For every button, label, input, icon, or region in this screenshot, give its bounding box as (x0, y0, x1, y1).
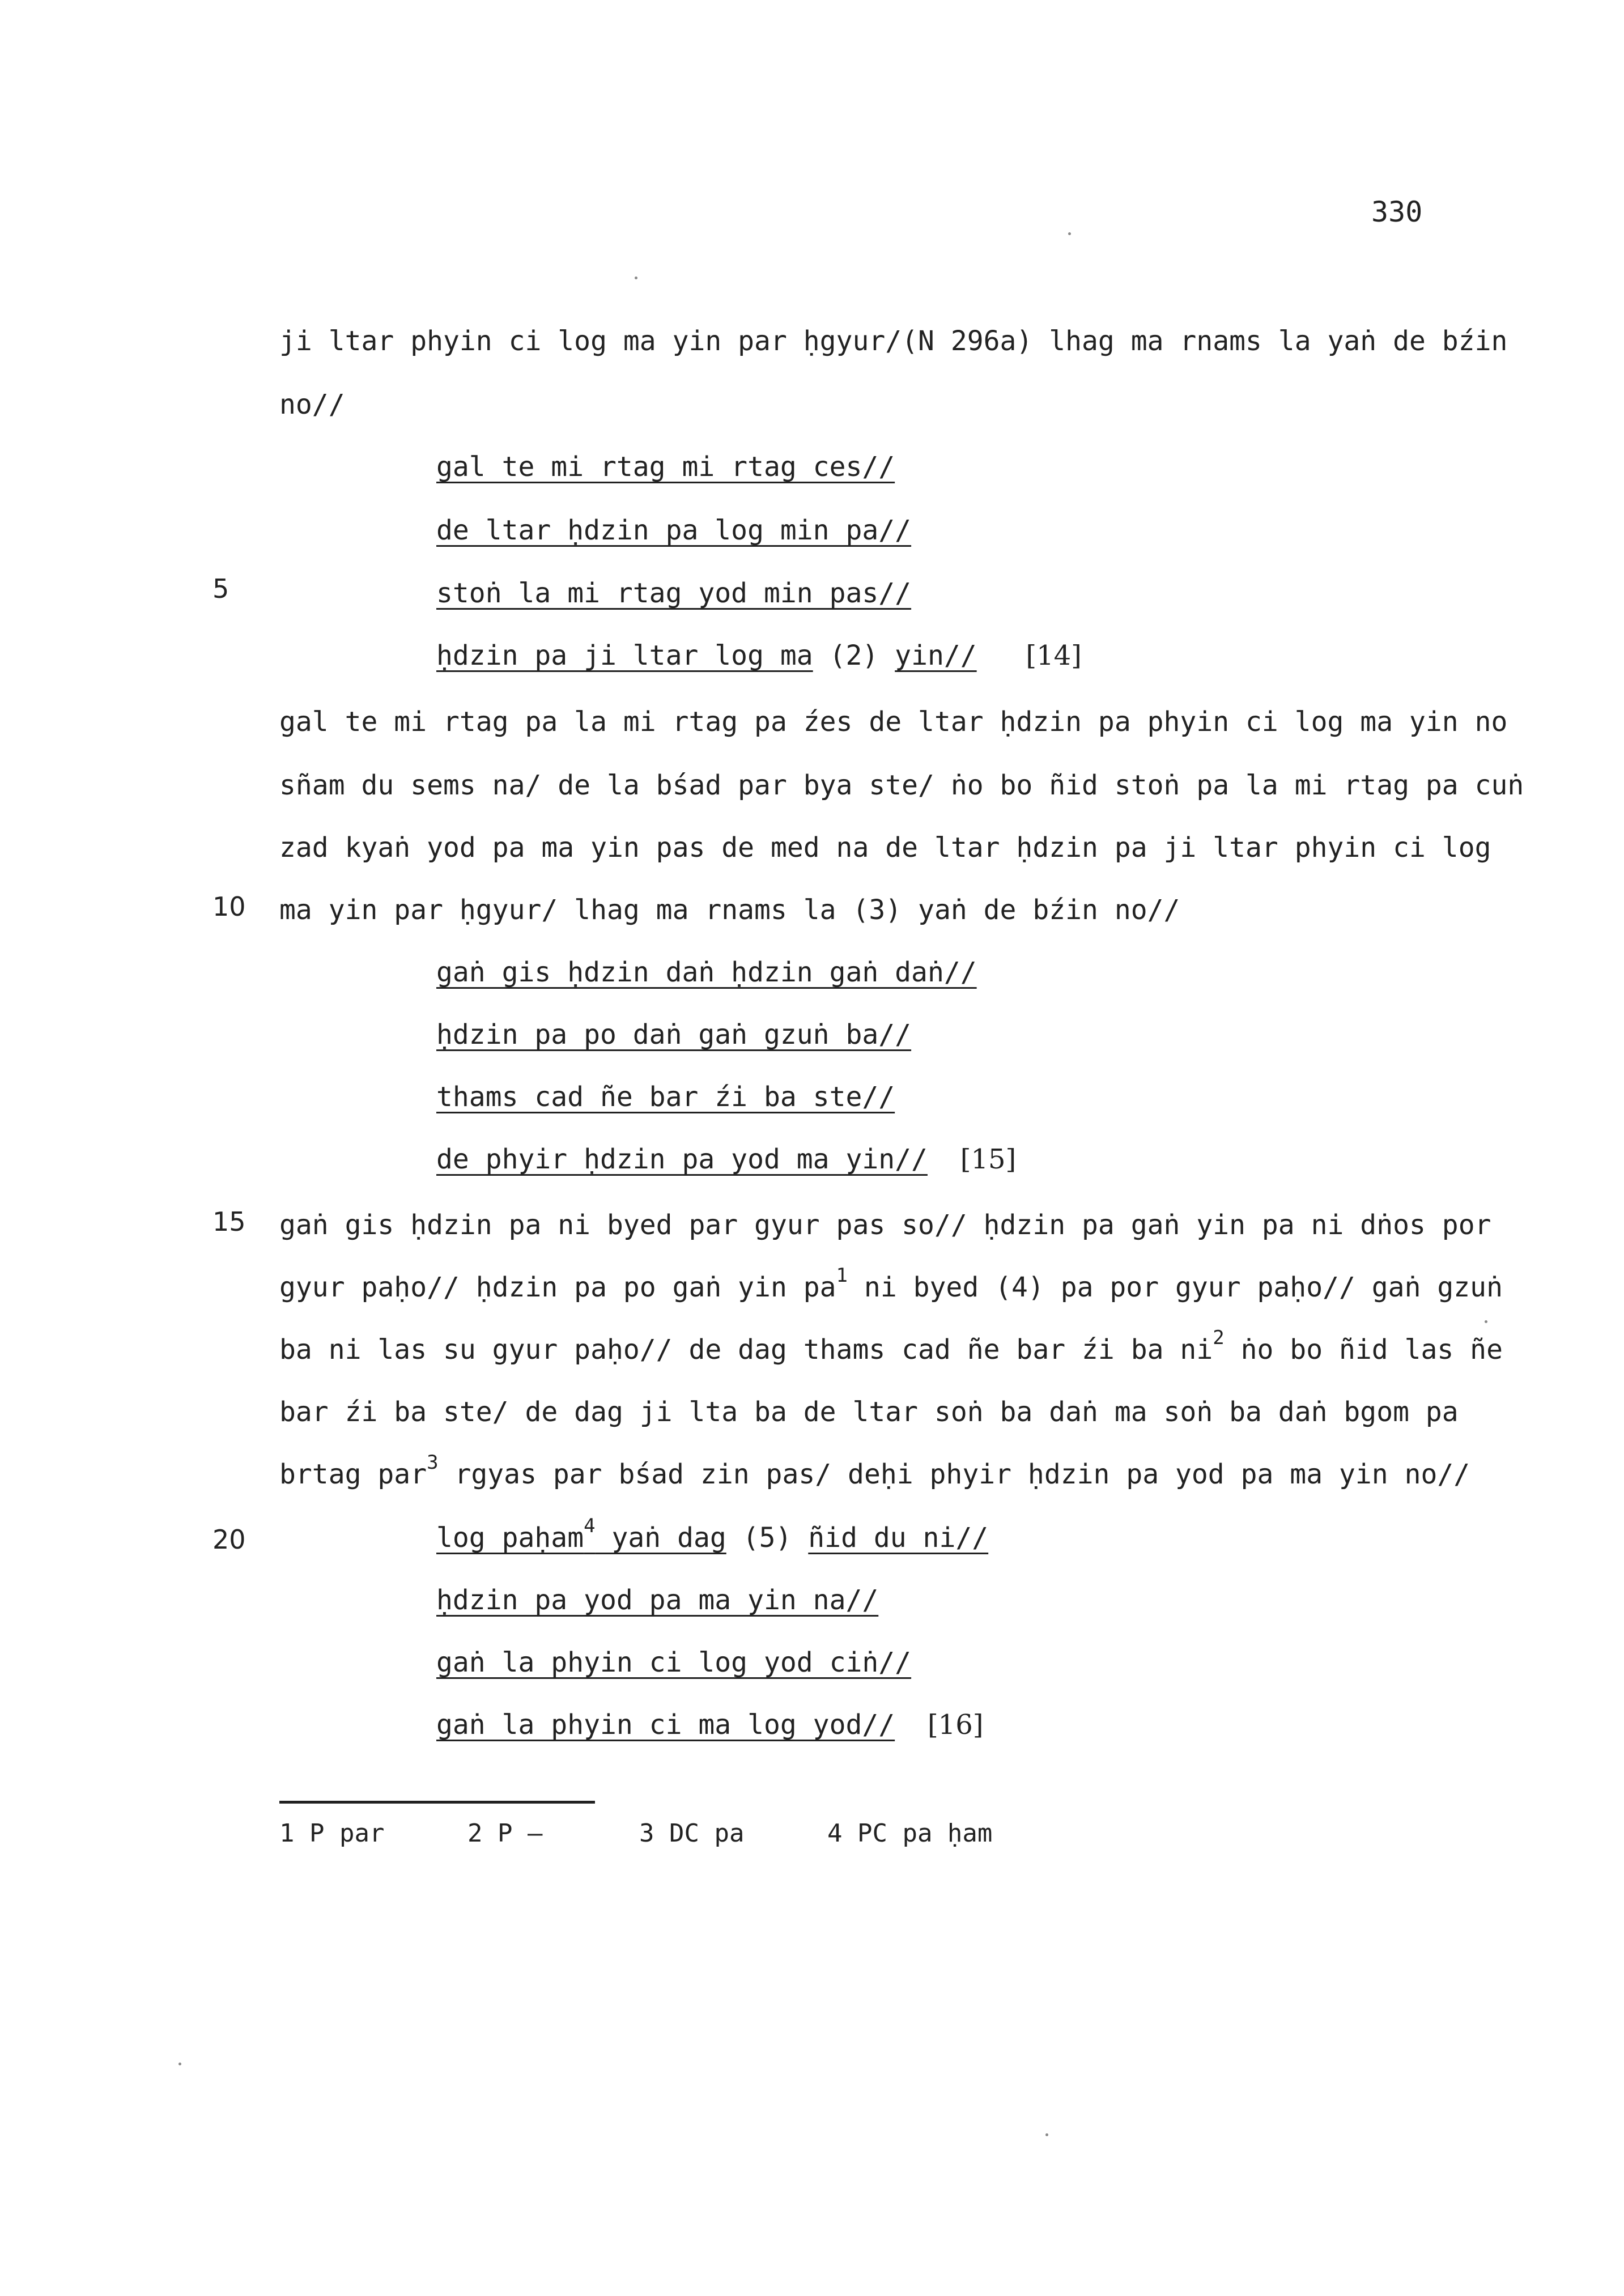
scan-speck (1045, 2133, 1048, 2136)
footnote-marker: 2 (1213, 1326, 1225, 1349)
line-number-20: 20 (212, 1524, 246, 1555)
text-line: gal te mi rtag pa la mi rtag pa źes de ltar ḥdzin pa phyin ci log ma yin no (279, 706, 1508, 738)
verse-line (436, 1709, 984, 1741)
footnote-marker: 4 (584, 1515, 596, 1537)
scan-speck (1068, 232, 1071, 235)
verse-line (436, 1515, 989, 1554)
verse-line (436, 642, 1082, 669)
line-number-15: 15 (212, 1206, 246, 1237)
verse-line (436, 1143, 1017, 1175)
verse-line: gal te mi rtag mi rtag ces// (436, 451, 895, 483)
scan-speck (178, 2063, 181, 2065)
verse-line: thams cad ñe bar źi ba ste// (436, 1081, 895, 1113)
verse-text: yin// (895, 640, 977, 671)
verse-text: ḥdzin pa ji ltar log ma (436, 640, 813, 671)
verse-line: de ltar ḥdzin pa log min pa// (436, 515, 912, 546)
page-number: 330 (1371, 195, 1423, 228)
text-line: bar źi ba ste/ de dag ji lta ba de ltar soṅ ba daṅ ma soṅ ba daṅ bgom pa (279, 1396, 1459, 1428)
text-line: ji ltar phyin ci log ma yin par ḥgyur/(N 296a) lhag ma rnams la yaṅ de bźin (279, 325, 1508, 357)
verse-text: log paḥam$^4$ yaṅ dag (436, 1515, 726, 1554)
footnote-marker: 3 (427, 1451, 439, 1474)
footnote: 3 DC pa (639, 1819, 745, 1848)
line-number-5: 5 (212, 573, 229, 604)
scan-speck (1485, 1320, 1487, 1323)
text-line: gyur paḥo// ḥdzin pa po gaṅ yin $pa^1$ ni byed (4) pa por gyur paḥo// gaṅ gzuṅ (279, 1264, 1503, 1303)
text-line: ba ni las su gyur paḥo// de dag thams cad ñe bar źi ba $ni^2$ ṅo bo ñid las ñe (279, 1326, 1503, 1366)
text-line: gaṅ gis ḥdzin pa ni byed par gyur pas so// ḥdzin pa gaṅ yin pa ni dṅos por (279, 1209, 1491, 1241)
footnote: 1 P par (279, 1819, 385, 1848)
line-number-10: 10 (212, 891, 246, 922)
verse-text: gaṅ la phyin ci ma log yod// (436, 1709, 895, 1741)
text-line: zad kyaṅ yod pa ma yin pas de med na de ltar ḥdzin pa ji ltar phyin ci log (279, 832, 1491, 864)
verse-number: [15] (960, 1143, 1017, 1175)
verse-number: [14] (1026, 640, 1082, 671)
verse-line: ḥdzin pa po daṅ gaṅ gzuṅ ba// (436, 1019, 912, 1051)
verse-line: ḥdzin pa yod pa ma yin na// (436, 1584, 879, 1616)
footnote: 4 PC pa ḥam (827, 1819, 993, 1848)
folio-marker: (2) (813, 640, 895, 671)
verse-line: stoṅ la mi rtag yod min pas// (436, 577, 912, 609)
text-line: sñam du sems na/ de la bśad par bya ste/ ṅo bo ñid stoṅ pa la mi rtag pa cuṅ (279, 769, 1524, 801)
footnote-marker: 1 (836, 1264, 848, 1287)
verse-line: gaṅ gis ḥdzin daṅ ḥdzin gaṅ daṅ// (436, 956, 977, 988)
text-line: ma yin par ḥgyur/ lhag ma rnams la (3) yaṅ de bźin no// (279, 894, 1180, 926)
footnote: 2 P — (467, 1819, 543, 1848)
verse-text: ñid du ni// (808, 1522, 989, 1554)
verse-number: [16] (927, 1709, 984, 1741)
scan-speck (635, 277, 637, 279)
verse-text: de phyir ḥdzin pa yod ma yin// (436, 1143, 928, 1175)
folio-marker: (5) (726, 1522, 809, 1554)
verse-line: gaṅ la phyin ci log yod ciṅ// (436, 1647, 912, 1678)
text-line: no// (279, 389, 345, 420)
footnote-rule (279, 1801, 595, 1804)
text-line: brtag par$^3$ rgyas par bśad zin pas/ deḥi phyir ḥdzin pa yod pa ma yin no// (279, 1451, 1470, 1490)
